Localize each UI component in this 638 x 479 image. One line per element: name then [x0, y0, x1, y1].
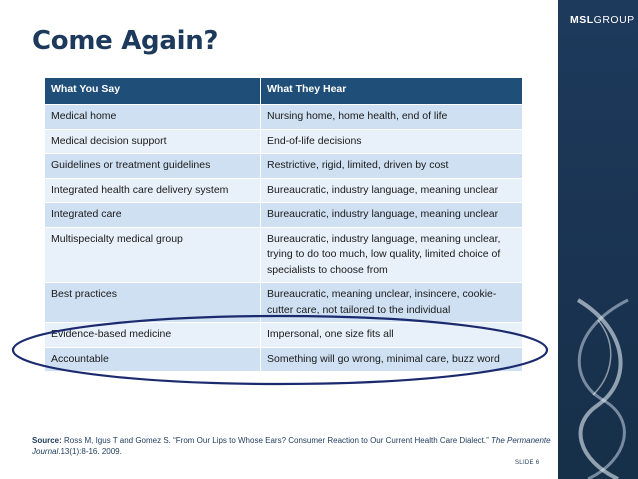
header-what-they-hear: What They Hear [261, 78, 523, 105]
cell-hear: Bureaucratic, industry language, meaning unclear [261, 178, 523, 203]
source-label: Source: [32, 436, 62, 445]
brand-sidebar [558, 0, 638, 479]
table-row [45, 105, 523, 130]
header-what-you-say: What You Say [45, 78, 261, 105]
table-row [45, 227, 523, 283]
cell-say: Medical home [45, 105, 261, 130]
table-row [45, 154, 523, 179]
cell-say: Guidelines or treatment guidelines [45, 154, 261, 179]
terms-table [44, 77, 523, 372]
table-row [45, 129, 523, 154]
cell-hear: Something will go wrong, minimal care, buzz word [261, 347, 523, 372]
cell-hear: Bureaucratic, industry language, meaning unclear, trying to do too much, low quality, limited choice of specialists to choose from [261, 227, 523, 283]
table-row [45, 283, 523, 323]
cell-hear: End-of-life decisions [261, 129, 523, 154]
cell-say: Multispecialty medical group [45, 227, 261, 283]
source-tail: .13(1):8-16. 2009. [58, 447, 122, 456]
cell-hear: Impersonal, one size fits all [261, 323, 523, 348]
cell-say: Medical decision support [45, 129, 261, 154]
cell-say: Evidence-based medicine [45, 323, 261, 348]
table-row [45, 347, 523, 372]
cell-hear: Bureaucratic, industry language, meaning unclear [261, 203, 523, 228]
table-row [45, 203, 523, 228]
slide-number: SLIDE 6 [515, 460, 540, 466]
cell-say: Accountable [45, 347, 261, 372]
cell-say: Integrated health care delivery system [45, 178, 261, 203]
table-row-highlighted [45, 323, 523, 348]
table-row [45, 178, 523, 203]
page-title: Come Again? [32, 26, 219, 56]
brand-logo [570, 14, 635, 26]
table-header-row [45, 78, 523, 105]
cell-hear: Nursing home, home health, end of life [261, 105, 523, 130]
cell-say: Best practices [45, 283, 261, 323]
ribbon-logo-graphic [558, 0, 638, 479]
cell-say: Integrated care [45, 203, 261, 228]
source-citation [32, 435, 552, 457]
brand-logo-bold: MSL [570, 14, 594, 26]
source-journal: The Permanente Journal [32, 436, 551, 456]
cell-hear: Bureaucratic, meaning unclear, insincere, cookie-cutter care, not tailored to the individual [261, 283, 523, 323]
brand-logo-rest: GROUP [593, 14, 635, 26]
source-text: Ross M, Igus T and Gomez S. “From Our Lips to Whose Ears? Consumer Reaction to Our Current Health Care Dialect.” [61, 436, 491, 445]
cell-hear: Restrictive, rigid, limited, driven by cost [261, 154, 523, 179]
